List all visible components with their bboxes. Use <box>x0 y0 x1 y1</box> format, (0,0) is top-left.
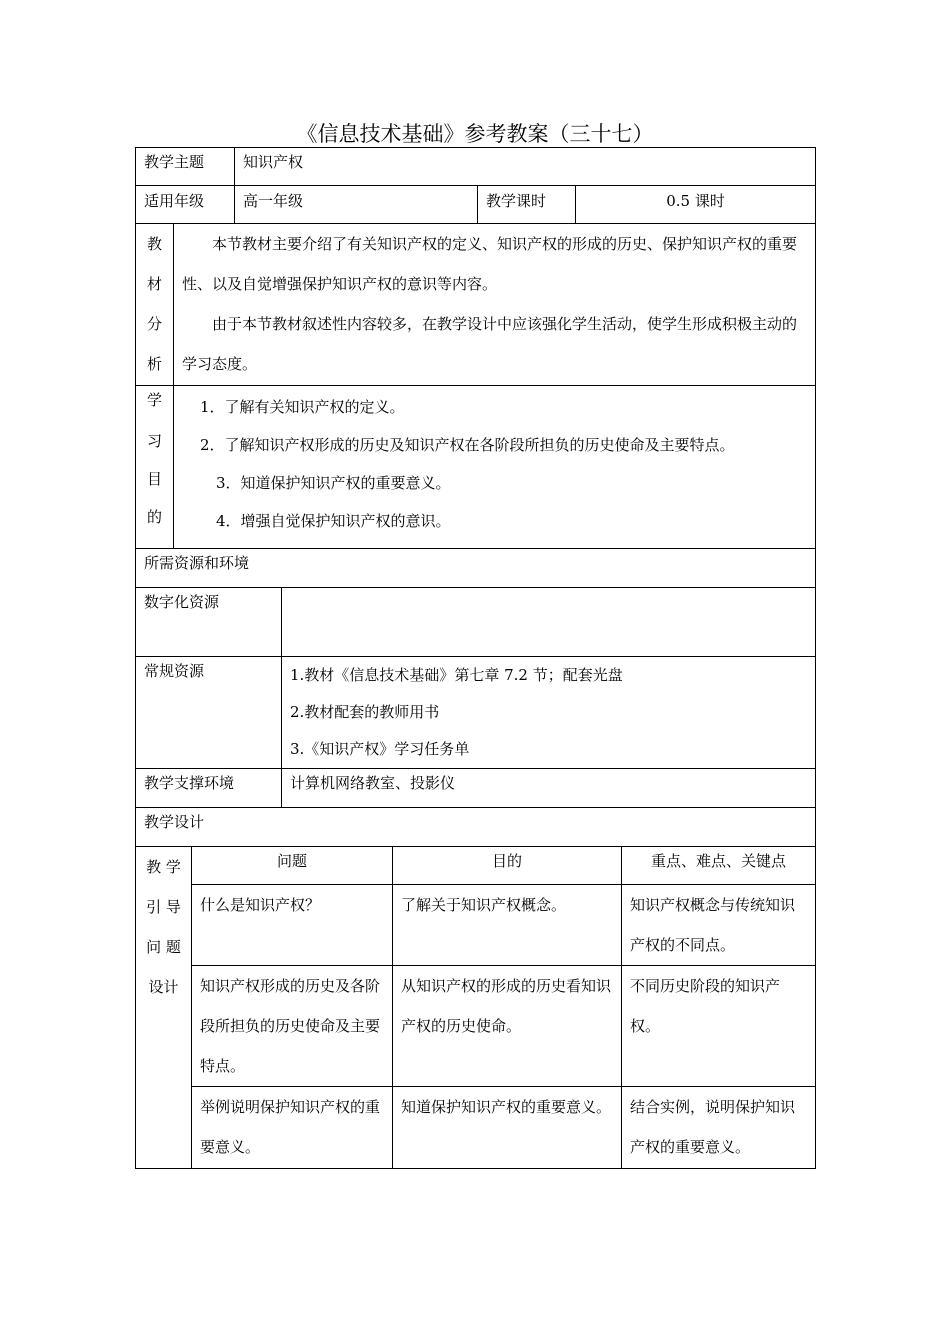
topic-label: 教学主题 <box>136 148 235 186</box>
design-side-line: 教 学 <box>146 858 181 876</box>
grade-value: 高一年级 <box>235 186 478 224</box>
purpose-text: 从知识产权的形成的历史看知识产权的历史使命。 <box>401 977 612 1035</box>
hours-value: 0.5 课时 <box>576 186 816 224</box>
design-side-line: 引 导 <box>146 898 181 916</box>
column-header-question: 问题 <box>192 847 393 885</box>
env-label: 教学支撑环境 <box>136 769 282 808</box>
env-value: 计算机网络教室、投影仪 <box>282 769 816 808</box>
table-row-key <box>622 1087 816 1169</box>
objectives-label-char: 目 <box>146 470 162 488</box>
document-title: 《信息技术基础》参考教案（三十七） <box>296 122 654 146</box>
analysis-label-char: 析 <box>146 355 162 373</box>
lesson-plan-sheet <box>135 147 815 1169</box>
question-text: 举例说明保护知识产权的重要意义。 <box>200 1098 381 1156</box>
objectives-content <box>174 386 816 549</box>
topic-value: 知识产权 <box>235 148 816 186</box>
design-side-line: 设计 <box>148 978 179 996</box>
analysis-paragraph: 由于本节教材叙述性内容较多，在教学设计中应该强化学生活动，使学生形成积极主动的学习态度。 <box>182 315 798 373</box>
regular-resource-item: 2.教材配套的教师用书 <box>290 703 440 721</box>
resources-table <box>135 548 816 847</box>
design-side-line: 问 题 <box>146 938 181 956</box>
table-row-question <box>192 966 393 1087</box>
table-row-purpose <box>393 966 622 1087</box>
purpose-text: 知道保护知识产权的重要意义。 <box>401 1098 612 1116</box>
analysis-label-char: 教 <box>146 235 162 253</box>
regular-resource-item: 3.《知识产权》学习任务单 <box>290 740 470 758</box>
regular-resource-item: 1.教材《信息技术基础》第七章 7.2 节；配套光盘 <box>290 666 623 684</box>
key-text: 不同历史阶段的知识产权。 <box>630 977 781 1035</box>
objective-item: 4．增强自觉保护知识产权的意识。 <box>216 512 451 530</box>
objective-item: 2．了解知识产权形成的历史及知识产权在各阶段所担负的历史使命及主要特点。 <box>200 436 735 454</box>
design-header: 教学设计 <box>136 808 816 847</box>
column-header-key: 重点、难点、关键点 <box>622 847 816 885</box>
digital-resources-label: 数字化资源 <box>136 588 282 657</box>
column-header-purpose: 目的 <box>393 847 622 885</box>
digital-resources-value <box>282 588 816 657</box>
regular-resources-label: 常规资源 <box>136 657 282 769</box>
objectives-label-char: 习 <box>146 432 162 450</box>
grade-label: 适用年级 <box>136 186 235 224</box>
design-table <box>135 846 816 1169</box>
lesson-info-table <box>135 147 816 549</box>
objectives-label <box>136 386 174 549</box>
analysis-label-char: 分 <box>146 315 162 333</box>
analysis-label <box>136 224 174 386</box>
objective-item: 1．了解有关知识产权的定义。 <box>200 398 405 416</box>
table-row-purpose <box>393 885 622 966</box>
table-row-question <box>192 885 393 966</box>
analysis-label-char: 材 <box>146 275 162 293</box>
regular-resources-content <box>282 657 816 769</box>
table-row-key <box>622 966 816 1087</box>
analysis-content <box>174 224 816 386</box>
objective-item: 3．知道保护知识产权的重要意义。 <box>216 474 451 492</box>
question-text: 知识产权形成的历史及各阶段所担负的历史使命及主要特点。 <box>200 977 381 1075</box>
table-row-purpose <box>393 1087 622 1169</box>
objectives-label-char: 学 <box>146 391 162 409</box>
question-text: 什么是知识产权？ <box>200 896 321 914</box>
objectives-label-char: 的 <box>146 508 162 526</box>
design-side-label <box>136 847 192 1169</box>
purpose-text: 了解关于知识产权概念。 <box>401 896 567 914</box>
table-row-key <box>622 885 816 966</box>
analysis-paragraph: 本节教材主要介绍了有关知识产权的定义、知识产权的形成的历史、保护知识产权的重要性、以及自觉增强保护知识产权的意识等内容。 <box>182 235 798 293</box>
key-text: 结合实例，说明保护知识产权的重要意义。 <box>630 1098 796 1156</box>
resources-header: 所需资源和环境 <box>136 549 816 588</box>
table-row-question <box>192 1087 393 1169</box>
key-text: 知识产权概念与传统知识产权的不同点。 <box>630 896 796 954</box>
hours-label: 教学课时 <box>478 186 576 224</box>
